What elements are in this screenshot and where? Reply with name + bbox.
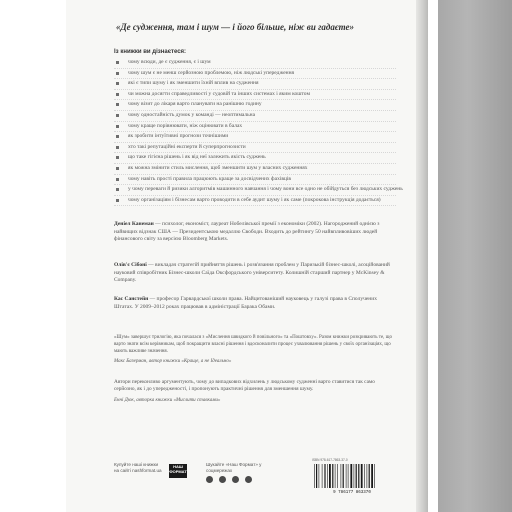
adjacent-book (438, 0, 512, 512)
barcode-bar (371, 464, 373, 488)
learn-item-text: чи можна досягти справедливості у судовій та інших системах і яким коштом (128, 90, 310, 97)
learn-item (114, 132, 396, 143)
learn-item-text: які є типи шуму і як зменшити їхній вплив на судження (128, 80, 259, 87)
bullet-icon (116, 82, 119, 85)
barcode-bar (327, 464, 328, 488)
learn-item (114, 69, 396, 80)
barcode-bar (354, 464, 355, 488)
barcode-bar (364, 464, 365, 488)
barcode-bar (322, 464, 323, 488)
learn-item-text: чому шум є не менш серйозною проблемою, ніж людські упередження (128, 69, 295, 76)
learn-title: Із книжки ви дізнаєтеся: (114, 49, 187, 55)
quote-author: Макс Базерман, автор книжки «Краще, а не Ідеально» (114, 359, 232, 365)
learn-item (114, 100, 396, 111)
barcode-bar (341, 464, 342, 488)
learn-item (114, 196, 396, 207)
barcode (310, 462, 394, 494)
author-text: — професор Гарвардської школи права. Найцитованіший науковець у галузі права в Сполучених Штатах. У 2009–2012 роках працював в адміністрації Барака Обами. (114, 296, 377, 310)
barcode-bar (350, 464, 352, 488)
headline: «Де судження, там і шум — і його більше, ніж ви гадаєте» (116, 22, 354, 32)
barcode-bar (316, 464, 317, 488)
quote-bazerman (114, 335, 396, 366)
author-bio-sibony (114, 262, 396, 285)
barcode-bar (337, 464, 338, 488)
spine-gap (428, 0, 438, 512)
barcode-number: 9 786177 863370 (333, 491, 371, 494)
social-icons (206, 476, 252, 483)
bullet-icon (116, 103, 119, 106)
learn-item-text: у чому переваги й ризики алгоритмів машинного навчання і чому вони все одно не обійдуться без людських суджень (128, 186, 403, 193)
barcode-bar (356, 464, 357, 488)
bullet-icon (116, 114, 119, 117)
learn-item-text: як зробити інтуїтивні прогнози точнішими (128, 133, 229, 140)
learn-item-text: чому організаціям і бізнесам варто проводити в себе аудит шуму і як саме (покрокова інструкція додається) (128, 196, 381, 203)
barcode-bar (374, 464, 375, 488)
barcode-bar (332, 464, 333, 488)
author-name: Деніел Канеман (114, 221, 154, 227)
quote-text: «Шум» завершує трилогію, яка почалася з «Мислення швидкого й повільного» та «Поштовху». Разом книжки розкривають те, що варто знати всім керівникам, щоб покращити власні рішення і вдосконалити процес ухвалювання рішень у своїх організаціях, що мають важливе значення. (114, 335, 393, 354)
bullet-icon (116, 61, 119, 64)
learn-item (114, 58, 396, 69)
learn-item-text: чому всюди, де є судження, є і шум (128, 59, 211, 65)
learn-list (114, 58, 403, 206)
bullet-icon (116, 135, 119, 138)
barcode-bar (343, 464, 344, 488)
learn-item (114, 185, 403, 196)
socials-text: Шукайте «Наш Формат» у соцмережах (206, 462, 262, 473)
quote-duke (114, 379, 396, 405)
barcode-bar (314, 464, 315, 488)
barcode-bar (369, 464, 370, 488)
author-name: Кас Санстейн (114, 296, 149, 302)
bullet-icon (116, 72, 119, 75)
barcode-bar (367, 464, 368, 488)
learn-item-text: чому візит до лікаря варто планувати на ранішню годину (128, 101, 262, 108)
bullet-icon (116, 156, 119, 159)
instagram-icon[interactable] (206, 476, 213, 483)
cover-content (114, 22, 403, 206)
bullet-icon (116, 199, 119, 202)
facebook-icon[interactable] (219, 476, 226, 483)
learn-item (114, 164, 396, 175)
bullet-icon (116, 167, 119, 170)
learn-item-text: хто такі репутаційні експерти й суперпрогнозисти (128, 143, 246, 150)
isbn-label: ISBN 978-617-7863-37-0 (312, 458, 348, 462)
barcode-bar (358, 464, 359, 488)
author-text: — викладач стратегій прийняття рішень і розв'язання проблем у Паризькій бізнес-школі, асоційований науковий співробітник Бізнес-школи Саїда Оксфордського університету. Колишній старший партнер у McKinsey & Company. (114, 262, 390, 284)
telegram-icon[interactable] (245, 476, 252, 483)
author-bio-sunstein (114, 296, 396, 311)
barcode-bar (319, 464, 320, 488)
learn-item-text: як можна змінити стиль мислення, щоб зменшити шум у власних судженнях (128, 164, 308, 171)
learn-item (114, 143, 396, 154)
learn-item (114, 79, 396, 90)
back-cover-footer (114, 458, 404, 502)
learn-item (114, 122, 396, 133)
learn-item (114, 111, 396, 122)
learn-item-text: чому одностайність думок у команді — неоптимальна (128, 111, 256, 118)
author-name: Олів'є Сібоні (114, 262, 147, 268)
bullet-icon (116, 188, 119, 191)
learn-item-text: чому краще порівнювати, ніж оцінювати в балах (128, 122, 243, 129)
author-bio-kahneman (114, 221, 396, 244)
barcode-bar (324, 464, 325, 488)
buy-online-text: Купуйте наші книжки на сайті nashformat.ua (114, 462, 162, 473)
learn-item (114, 90, 396, 101)
bullet-icon (116, 178, 119, 181)
quote-text: Автори переконливо аргументують, чому до випадкових відхилень у людському судженні варто ставитися так само серйозно, як і до упередженості, і пропонують практичні рішення для зменшення шуму. (114, 379, 375, 393)
bullet-icon (116, 146, 119, 149)
barcode-bar (329, 464, 331, 488)
bullet-icon (116, 93, 119, 96)
barcode-bar (335, 464, 336, 488)
learn-item (114, 153, 396, 164)
author-text: — психолог, економіст, лауреат Нобелівської премії з економіки (2002). Нагороджений однією з найвищих відзнак США — Президентською медаллю Свободи. Входить до рейтингу 50 найвпливовіших людей фінансового світу за версією Bloomberg Markets. (114, 221, 380, 243)
book-spine (416, 0, 428, 512)
quote-author: Енні Дюк, авторка книжки «Мислити ставками» (114, 398, 221, 404)
publisher-logo: НАШ ФОРМАТ (169, 464, 187, 478)
learn-item-text: чому навіть прості правила працюють краще за досвідчених фахівців (128, 175, 292, 182)
learn-item-text: що таке гігієна рішень і як від неї залежить якість суджень (128, 154, 266, 161)
barcode-bar (348, 464, 349, 488)
bullet-icon (116, 125, 119, 128)
barcode-bar (361, 464, 363, 488)
learn-item (114, 175, 396, 186)
barcode-bar (346, 464, 347, 488)
youtube-icon[interactable] (232, 476, 239, 483)
